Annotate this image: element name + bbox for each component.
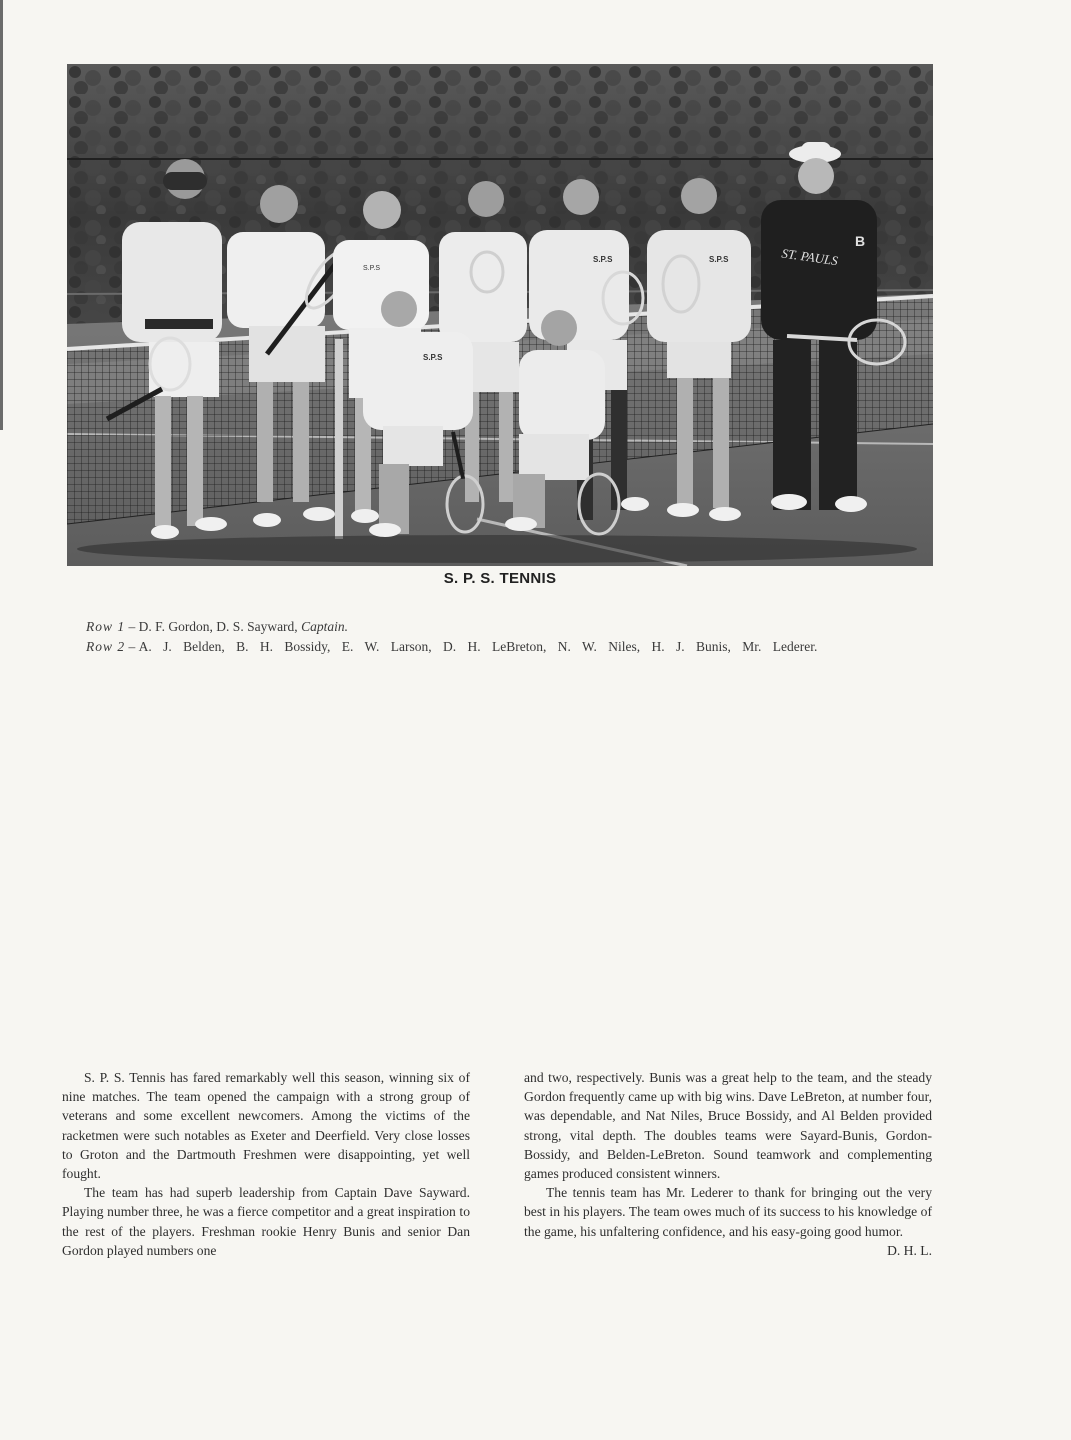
caption-row-2-names: A. J. Belden, B. H. Bossidy, E. W. Larson, D. H. LeBreton, N. W. Niles, H. J. Bunis, Mr. Lederer. (138, 639, 818, 654)
article-paragraph-4-text: The tennis team has Mr. Lederer to thank for bringing out the very best in his players. The team owes much of its success to his knowledge of the game, his unfaltering confidence, and his easy-going good humor. (524, 1185, 932, 1239)
shirt-lettering-2: S.P.S (593, 255, 613, 264)
team-photo (67, 64, 933, 566)
caption-row-1-dash: – (128, 619, 136, 634)
article-paragraph-1: S. P. S. Tennis has fared remarkably well this season, winning six of nine matches. The team opened the campaign with a strong group of veterans and some excellent newcomers. Among the victims of the racketmen were such notables as Exeter and Deerfield. Very close losses to Groton and the Dartmouth Freshmen were disappointing, yet well fought. (62, 1070, 470, 1182)
author-signature: D. H. L. (887, 1242, 932, 1258)
article-column-left (62, 1068, 470, 1260)
page-title: S. P. S. TENNIS (443, 570, 557, 587)
caption-row-2-label: Row 2 (86, 639, 126, 654)
shirt-lettering-4: S.P.S (423, 353, 443, 362)
shirt-lettering: S.P.S (363, 265, 380, 272)
article-paragraph-4 (524, 1183, 932, 1258)
caption-row-1-names: D. F. Gordon, D. S. Sayward, (138, 619, 298, 634)
article-column-right (524, 1068, 932, 1260)
coach-jacket-letter: B (855, 233, 866, 249)
page-edge-shadow (0, 0, 3, 430)
article-paragraph-3: and two, respectively. Bunis was a great help to the team, and the steady Gordon frequently came up with big wins. Dave LeBreton, at number four, was dependable, and Nat Niles, Bruce Bossidy, and Al Belden provided strong, vital depth. The doubles teams were Sayard-Bunis, Gordon-Bossidy, and Belden-LeBreton. Sound teamwork and complementing games produced consistent winners. (524, 1070, 932, 1182)
caption-row-1-label: Row 1 (86, 619, 126, 634)
photo-caption (62, 617, 932, 657)
caption-captain: Captain. (301, 619, 348, 634)
coach-jacket-lettering: ST. PAULS (780, 245, 839, 269)
shirt-lettering-3: S.P.S (709, 255, 729, 264)
caption-row-1 (62, 617, 932, 637)
caption-row-2-dash: – (128, 639, 136, 654)
article-paragraph-2: The team has had superb leadership from Captain Dave Sayward. Playing number three, he was a fierce competitor and a great inspiration to the rest of the players. Freshman rookie Henry Bunis and senior Dan Gordon played numbers one (62, 1185, 470, 1258)
team-photo-illustration (67, 64, 933, 566)
caption-row-2 (62, 637, 932, 657)
